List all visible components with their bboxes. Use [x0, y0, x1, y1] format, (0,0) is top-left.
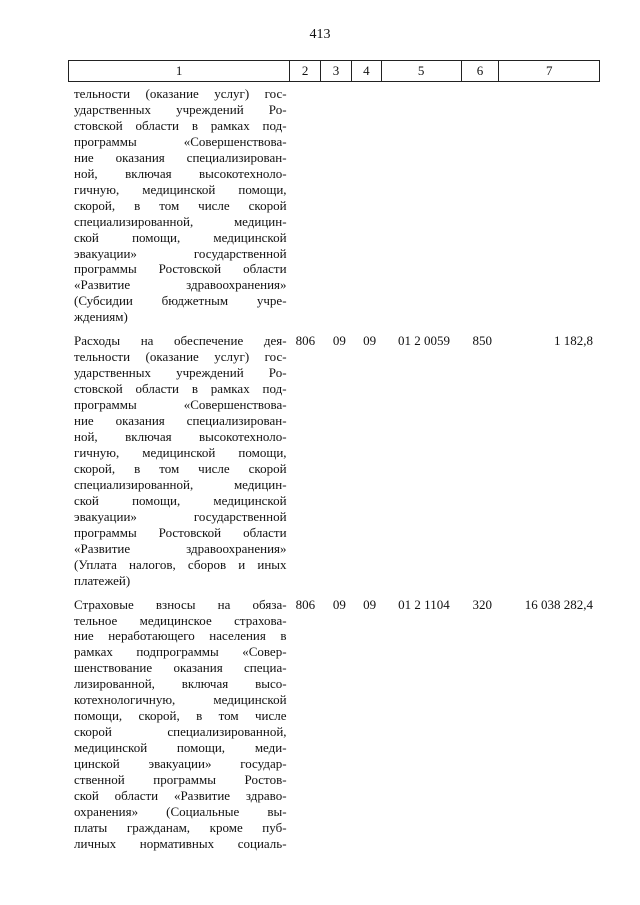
desc-line: личных нормативных социаль-	[74, 835, 287, 851]
cell-col-3: 09	[332, 333, 346, 349]
desc-line: Страховые взносы на обяза-	[74, 596, 287, 612]
table-header	[68, 60, 600, 82]
row-description	[68, 333, 287, 588]
cell-col-3: 09	[332, 596, 346, 612]
row-gap	[68, 325, 600, 333]
desc-line: тельное медицинское страхова-	[74, 612, 287, 628]
cell-col-2: 806	[295, 333, 316, 349]
desc-line: цинской эвакуации» государ-	[74, 756, 287, 772]
header-col-1: 1	[69, 61, 290, 81]
desc-line: скорой, в том числе скорой	[74, 460, 287, 476]
table-body	[68, 86, 600, 852]
cell-col-6: 850	[472, 333, 493, 349]
cell-col-7: 1 182,8	[553, 333, 593, 349]
desc-line: (Уплата налогов, сборов и иных	[74, 556, 287, 572]
desc-line: медицинской помощи, меди-	[74, 740, 287, 756]
cell-col-2	[287, 86, 325, 325]
desc-line: программы «Совершенствова-	[74, 133, 287, 149]
header-col-2: 2	[290, 61, 321, 81]
cell-col-7	[501, 86, 600, 325]
page-number: 413	[309, 27, 331, 42]
cell-col-7: 16 038 282,4	[524, 596, 593, 612]
desc-line: ние неработающего населения в	[74, 628, 287, 644]
cell-col-4: 09	[363, 596, 377, 612]
cell-col-3	[324, 86, 355, 325]
desc-line: лизированной, включая высо-	[74, 676, 287, 692]
desc-line: скорой специализированной,	[74, 724, 287, 740]
desc-line: ние оказания специализирован-	[74, 149, 287, 165]
cell-col-5	[384, 86, 463, 325]
header-col-6: 6	[462, 61, 500, 81]
desc-line: стовской области в рамках под-	[74, 381, 287, 397]
desc-line: ударственных учреждений Ро-	[74, 101, 287, 117]
desc-line: ственной программы Ростов-	[74, 772, 287, 788]
cell-col-4: 09	[363, 333, 377, 349]
desc-line: эвакуации» государственной	[74, 245, 287, 261]
header-col-5: 5	[382, 61, 462, 81]
cell-col-2: 806	[295, 596, 316, 612]
desc-line: ждениям)	[74, 309, 128, 325]
header-col-4: 4	[352, 61, 382, 81]
row-description	[68, 86, 287, 325]
header-col-3: 3	[321, 61, 352, 81]
cell-col-5: 01 2 0059	[397, 333, 450, 349]
cell-col-5: 01 2 1104	[398, 596, 450, 612]
desc-line: скорой, в том числе скорой	[74, 197, 287, 213]
desc-line: «Развитие здравоохранения»	[74, 277, 287, 293]
desc-line: рамках подпрограммы «Совер-	[74, 644, 287, 660]
desc-line: шенствование оказания специа-	[74, 660, 287, 676]
cell-col-6	[463, 86, 501, 325]
table-row	[68, 86, 600, 325]
row-gap	[68, 589, 600, 597]
cell-col-4	[355, 86, 385, 325]
desc-line: специализированной, медицин-	[74, 213, 287, 229]
desc-line: помощи, скорой, в том числе	[74, 708, 287, 724]
desc-line: ной, включая высокотехноло-	[74, 165, 287, 181]
desc-line: программы Ростовской области	[74, 261, 287, 277]
desc-line: Расходы на обеспечение дея-	[74, 333, 287, 349]
desc-line: программы Ростовской области	[74, 524, 287, 540]
desc-line: (Субсидии бюджетным учре-	[74, 293, 287, 309]
desc-line: ской области «Развитие здраво-	[74, 787, 287, 803]
desc-line: эвакуации» государственной	[74, 508, 287, 524]
row-description	[68, 597, 287, 852]
desc-line: ной, включая высокотехноло-	[74, 429, 287, 445]
desc-line: ской помощи, медицинской	[74, 229, 287, 245]
desc-line: программы «Совершенствова-	[74, 397, 287, 413]
desc-line: «Развитие здравоохранения»	[74, 540, 287, 556]
table-row	[68, 597, 600, 852]
desc-line: ние оказания специализирован-	[74, 413, 287, 429]
desc-line: тельности (оказание услуг) гос-	[74, 86, 287, 101]
table-row	[68, 333, 600, 588]
header-col-7: 7	[545, 63, 553, 78]
desc-line: ской помощи, медицинской	[74, 492, 287, 508]
desc-line: гичную, медицинской помощи,	[74, 181, 287, 197]
desc-line: гичную, медицинской помощи,	[74, 444, 287, 460]
desc-line: охранения» (Социальные вы-	[74, 803, 287, 819]
desc-line: котехнологичную, медицинской	[74, 692, 287, 708]
desc-line: тельности (оказание услуг) гос-	[74, 349, 287, 365]
desc-line: платы гражданам, кроме пуб-	[74, 819, 287, 835]
cell-col-6: 320	[472, 596, 493, 612]
desc-line: стовской области в рамках под-	[74, 117, 287, 133]
desc-line: специализированной, медицин-	[74, 476, 287, 492]
desc-line: ударственных учреждений Ро-	[74, 365, 287, 381]
desc-line: платежей)	[74, 572, 131, 588]
